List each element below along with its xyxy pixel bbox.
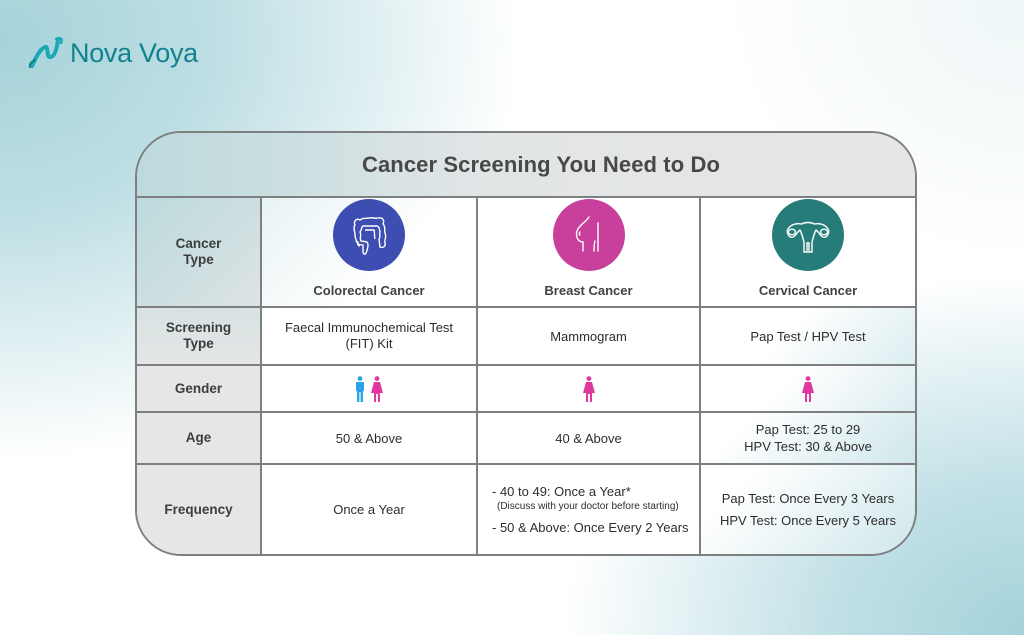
nova-voya-swoosh-logo-icon <box>26 33 66 73</box>
frequency-text: Pap Test: Once Every 3 Years <box>721 490 895 506</box>
cancer-type-name: Breast Cancer <box>544 283 633 298</box>
screening-grid <box>137 198 915 554</box>
male-icon <box>355 376 365 402</box>
age-text: 40 & Above <box>555 430 622 446</box>
age-breast <box>478 413 701 465</box>
frequency-note: (Discuss with your doctor before starting) <box>497 500 679 512</box>
frequency-text: - 50 & Above: Once Every 2 Years <box>492 519 689 535</box>
frequency-text: - 40 to 49: Once a Year* <box>492 483 631 499</box>
frequency-cervical <box>701 465 915 554</box>
age-cervical <box>701 413 915 465</box>
screening-type-colorectal <box>262 308 478 366</box>
row-label-text: Age <box>185 430 212 445</box>
screening-type-cervical <box>701 308 915 366</box>
table-title: Cancer Screening You Need to Do <box>361 151 721 177</box>
row-label-text: Cancer Type <box>175 236 222 267</box>
row-label-frequency <box>137 465 262 554</box>
age-text: 50 & Above <box>335 430 403 446</box>
frequency-text: HPV Test: Once Every 5 Years <box>719 512 897 528</box>
frequency-breast <box>478 465 701 554</box>
row-label-screening-type <box>137 308 262 366</box>
screening-table-card <box>135 131 917 556</box>
cancer-type-cervical <box>701 198 915 308</box>
brand-logo <box>26 33 198 73</box>
row-label-text: Gender <box>174 380 223 396</box>
female-icon <box>802 376 814 402</box>
age-colorectal <box>262 413 478 465</box>
brand-name: Nova Voya <box>70 37 198 68</box>
cancer-type-colorectal <box>262 198 478 308</box>
gender-colorectal <box>262 366 478 413</box>
row-label-cancer-type <box>137 198 262 308</box>
cancer-type-breast <box>478 198 701 308</box>
row-label-age <box>137 413 262 465</box>
female-icon <box>371 376 383 402</box>
frequency-colorectal <box>262 465 478 554</box>
gender-cervical <box>701 366 915 413</box>
screening-type-text: Mammogram <box>550 328 627 344</box>
screening-type-breast <box>478 308 701 366</box>
row-label-text: Frequency <box>164 501 233 517</box>
female-icon <box>583 376 595 402</box>
uterus-icon <box>772 199 844 271</box>
colon-icon <box>333 199 405 271</box>
table-title-band <box>137 133 915 198</box>
cancer-type-name: Cervical Cancer <box>758 283 858 298</box>
frequency-text: Once a Year <box>333 502 405 517</box>
age-text: Pap Test: 25 to 29 <box>755 422 861 437</box>
screening-type-text: Faecal Immunochemical Test (FIT) Kit <box>284 320 454 351</box>
row-label-gender <box>137 366 262 413</box>
screening-type-text: Pap Test / HPV Test <box>750 328 866 344</box>
age-text: HPV Test: 30 & Above <box>744 439 872 454</box>
breast-icon <box>553 199 625 271</box>
gender-breast <box>478 366 701 413</box>
row-label-text: Screening Type <box>165 320 232 351</box>
cancer-type-name: Colorectal Cancer <box>313 283 425 298</box>
